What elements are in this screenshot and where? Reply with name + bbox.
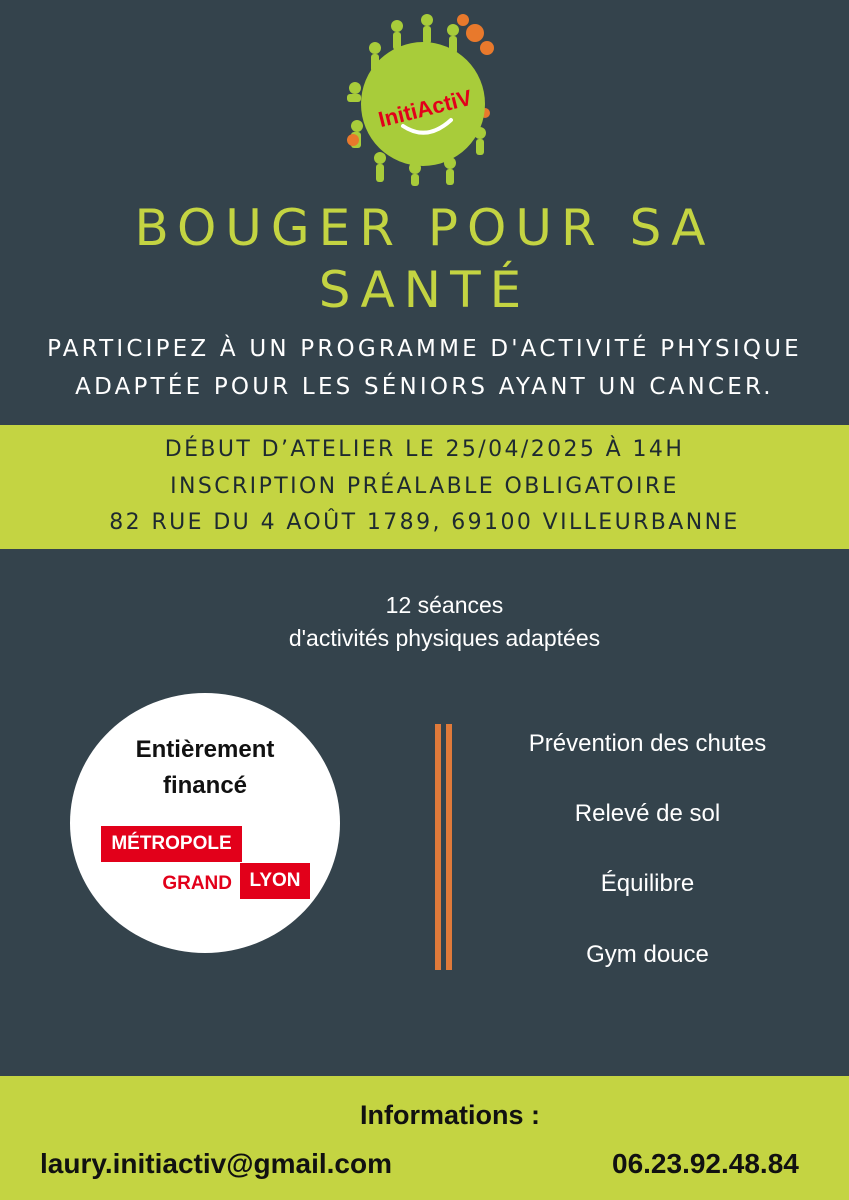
funding-line1: Entièrement — [135, 736, 275, 763]
sessions-description: d'activités physiques adaptées — [288, 625, 601, 651]
subtitle-line2: ADAPTÉE POUR LES SÉNIORS AYANT UN CANCER. — [75, 374, 774, 400]
event-address: 82 RUE DU 4 AOÛT 1789, 69100 VILLEURBANNE — [109, 510, 740, 535]
activity-balance: Équilibre — [600, 870, 695, 897]
footer-title: Informations : — [360, 1100, 540, 1130]
subtitle-line1: PARTICIPEZ À UN PROGRAMME D'ACTIVITÉ PHYSIQUE — [47, 336, 802, 362]
contact-email[interactable]: laury.initiactiv@gmail.com — [40, 1148, 392, 1179]
metropole-label: MÉTROPOLE — [101, 826, 242, 862]
initiactiv-logo — [335, 8, 505, 186]
title-line1: BOUGER POUR SA — [134, 199, 715, 257]
divider-bar-left — [435, 724, 441, 970]
contact-phone[interactable]: 06.23.92.48.84 — [612, 1148, 799, 1179]
activity-fall-prevention: Prévention des chutes — [528, 730, 767, 757]
title-line2: SANTÉ — [318, 261, 531, 319]
event-start: DÉBUT D’ATELIER LE 25/04/2025 À 14H — [164, 437, 685, 462]
lyon-label: LYON — [240, 863, 310, 899]
sessions-count: 12 séances — [385, 592, 504, 618]
grand-label: GRAND — [162, 873, 232, 894]
logo-brand-text: InitiActiV — [375, 84, 475, 133]
event-registration: INSCRIPTION PRÉALABLE OBLIGATOIRE — [170, 474, 679, 499]
funding-line2: financé — [162, 772, 248, 799]
divider-bar-right — [446, 724, 452, 970]
activity-gentle-gym: Gym douce — [586, 941, 709, 968]
activity-floor-recovery: Relevé de sol — [574, 800, 721, 827]
